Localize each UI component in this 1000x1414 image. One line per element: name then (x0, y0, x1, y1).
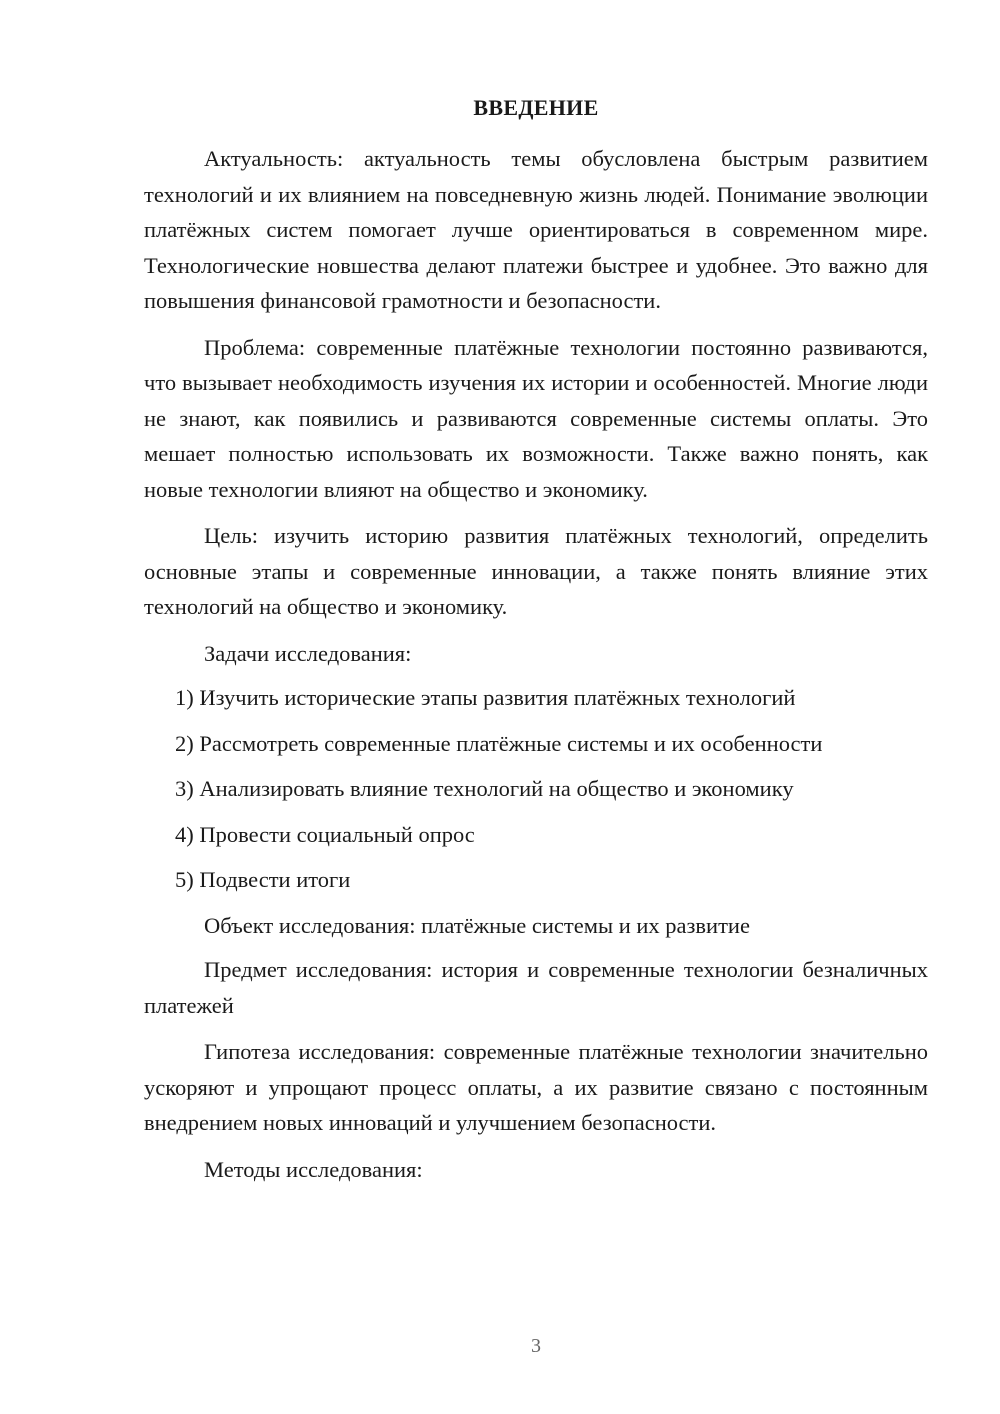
task-item: 1) Изучить исторические этапы развития платёжных технологий (175, 685, 796, 710)
task-item: 2) Рассмотреть современные платёжные системы и их особенности (175, 730, 823, 756)
body-text (144, 141, 928, 1196)
page-number: 3 (531, 1335, 541, 1357)
tasks-heading: Задачи исследования: (204, 640, 412, 666)
task-item: 5) Подвести итоги (175, 867, 351, 892)
section-heading: ВВЕДЕНИЕ (473, 95, 599, 120)
paragraph-subject: Предмет исследования: история и современные технологии безналичных платежей (144, 957, 928, 1018)
paragraph-relevance: Актуальность: актуальность темы обусловлена быстрым развитием технологий и их влиянием на повседневную жизнь людей. Понимание эволюции платёжных систем помогает лучше ориентироваться в современном мире. Технологические новшества делают платежи быстрее и удобнее. Это важно для повышения финансовой грамотности и безопасности. (144, 146, 928, 313)
paragraph-goal: Цель: изучить историю развития платёжных технологий, определить основные этапы и современные инновации, а также понять влияние этих технологий на общество и экономику. (144, 523, 928, 619)
paragraph-problem: Проблема: современные платёжные технологии постоянно развиваются, что вызывает необходимость изучения их истории и особенностей. Многие люди не знают, как появились и развиваются современные системы оплаты. Это мешает полностью использовать их возможности. Также важно понять, как новые технологии влияют на общество и экономику. (144, 334, 928, 502)
task-item: 3) Анализировать влияние технологий на общество и экономику (175, 776, 794, 801)
task-item: 4) Провести социальный опрос (175, 821, 475, 847)
paragraph-object: Объект исследования: платёжные системы и их развитие (204, 912, 750, 938)
paragraph-hypothesis: Гипотеза исследования: современные платёжные технологии значительно ускоряют и упрощают процесс оплаты, а их развитие связано с постоянным внедрением новых инноваций и улучшением безопасности. (144, 1039, 928, 1135)
paragraph-methods: Методы исследования: (204, 1156, 423, 1182)
